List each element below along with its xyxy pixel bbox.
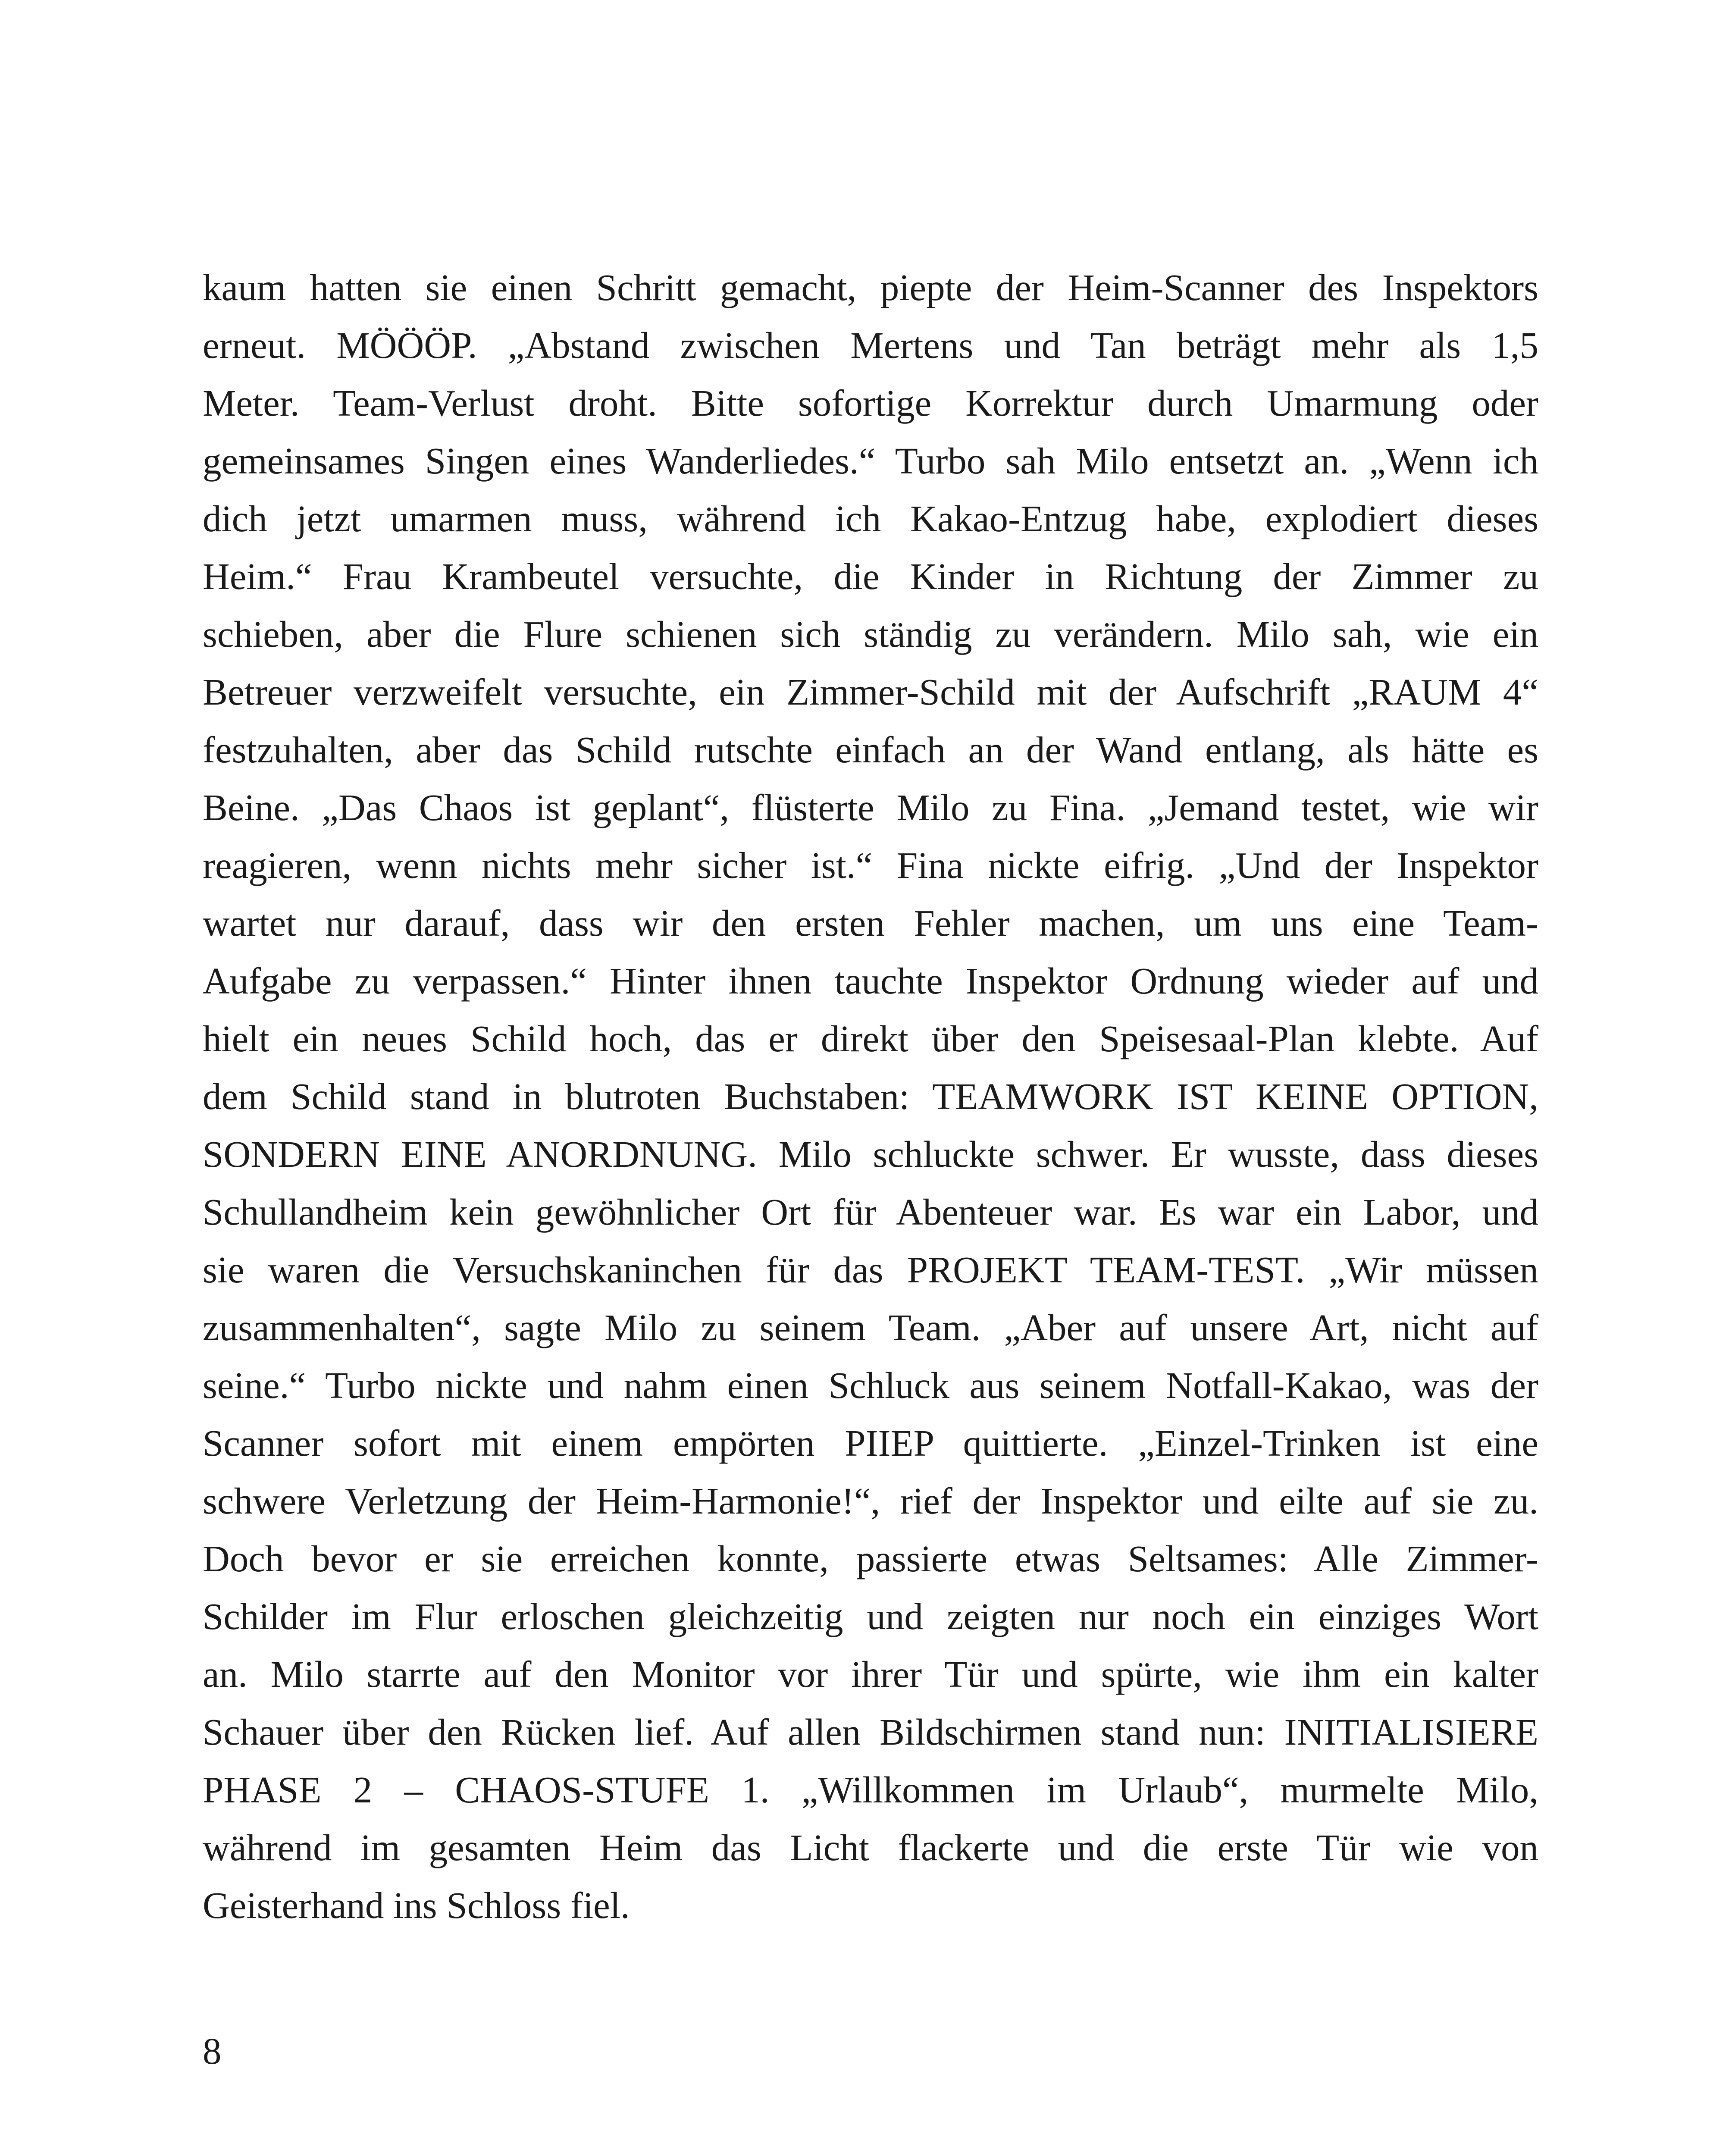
text-line-5: dich jetzt umarmen muss, während ich Kakao-Entzug habe, explodiert dieses (203, 498, 1538, 539)
text-line-4: gemeinsames Singen eines Wanderliedes.“ Turbo sah Milo entsetzt an. „Wenn ich (203, 440, 1538, 482)
text-line-14: hielt ein neues Schild hoch, das er direkt über den Speisesaal-Plan klebte. Auf (203, 1018, 1538, 1059)
text-line-13: Aufgabe zu verpassen.“ Hinter ihnen tauchte Inspektor Ordnung wieder auf und (203, 960, 1538, 1002)
text-line-1: kaum hatten sie einen Schritt gemacht, piepte der Heim-Scanner des Inspektors (203, 266, 1538, 308)
text-line-21: Scanner sofort mit einem empörten PIIEP quittierte. „Einzel-Trinken ist eine (203, 1422, 1538, 1464)
text-line-8: Betreuer verzweifelt versuchte, ein Zimmer-Schild mit der Aufschrift „RAUM 4“ (203, 671, 1538, 713)
text-line-22: schwere Verletzung der Heim-Harmonie!“, rief der Inspektor und eilte auf sie zu. (203, 1480, 1538, 1522)
text-line-25: an. Milo starrte auf den Monitor vor ihrer Tür und spürte, wie ihm ein kalter (203, 1653, 1538, 1695)
text-line-3: Meter. Team-Verlust droht. Bitte sofortige Korrektur durch Umarmung oder (203, 382, 1538, 424)
text-line-7: schieben, aber die Flure schienen sich ständig zu verändern. Milo sah, wie ein (203, 613, 1538, 655)
text-line-12: wartet nur darauf, dass wir den ersten Fehler machen, um uns eine Team- (203, 902, 1538, 944)
text-line-6: Heim.“ Frau Krambeutel versuchte, die Kinder in Richtung der Zimmer zu (203, 555, 1538, 597)
text-line-19: zusammenhalten“, sagte Milo zu seinem Team. „Aber auf unsere Art, nicht auf (203, 1307, 1538, 1348)
text-line-23: Doch bevor er sie erreichen konnte, passierte etwas Seltsames: Alle Zimmer- (203, 1538, 1538, 1579)
text-line-28: während im gesamten Heim das Licht flackerte und die erste Tür wie von (203, 1827, 1538, 1868)
text-line-11: reagieren, wenn nichts mehr sicher ist.“ Fina nickte eifrig. „Und der Inspektor (203, 844, 1538, 886)
text-line-15: dem Schild stand in blutroten Buchstaben: TEAMWORK IST KEINE OPTION, (203, 1075, 1538, 1117)
text-line-24: Schilder im Flur erloschen gleichzeitig und zeigten nur noch ein einziges Wort (203, 1595, 1538, 1637)
text-line-18: sie waren die Versuchskaninchen für das PROJEKT TEAM-TEST. „Wir müssen (203, 1249, 1538, 1291)
text-line-16: SONDERN EINE ANORDNUNG. Milo schluckte schwer. Er wusste, dass dieses (203, 1133, 1538, 1175)
text-line-29: Geisterhand ins Schloss fiel. (203, 1884, 630, 1926)
page-number: 8 (203, 2030, 222, 2072)
text-line-27: PHASE 2 – CHAOS-STUFE 1. „Willkommen im Urlaub“, murmelte Milo, (203, 1769, 1538, 1811)
text-line-9: festzuhalten, aber das Schild rutschte einfach an der Wand entlang, als hätte es (203, 729, 1538, 771)
text-line-26: Schauer über den Rücken lief. Auf allen Bildschirmen stand nun: INITIALISIERE (203, 1711, 1538, 1753)
text-line-10: Beine. „Das Chaos ist geplant“, flüsterte Milo zu Fina. „Jemand testet, wie wir (203, 787, 1538, 828)
text-line-2: erneut. MÖÖÖP. „Abstand zwischen Mertens und Tan beträgt mehr als 1,5 (203, 324, 1538, 366)
text-line-17: Schullandheim kein gewöhnlicher Ort für Abenteuer war. Es war ein Labor, und (203, 1191, 1538, 1233)
text-line-20: seine.“ Turbo nickte und nahm einen Schluck aus seinem Notfall-Kakao, was der (203, 1364, 1538, 1406)
body-text (203, 259, 1538, 1934)
